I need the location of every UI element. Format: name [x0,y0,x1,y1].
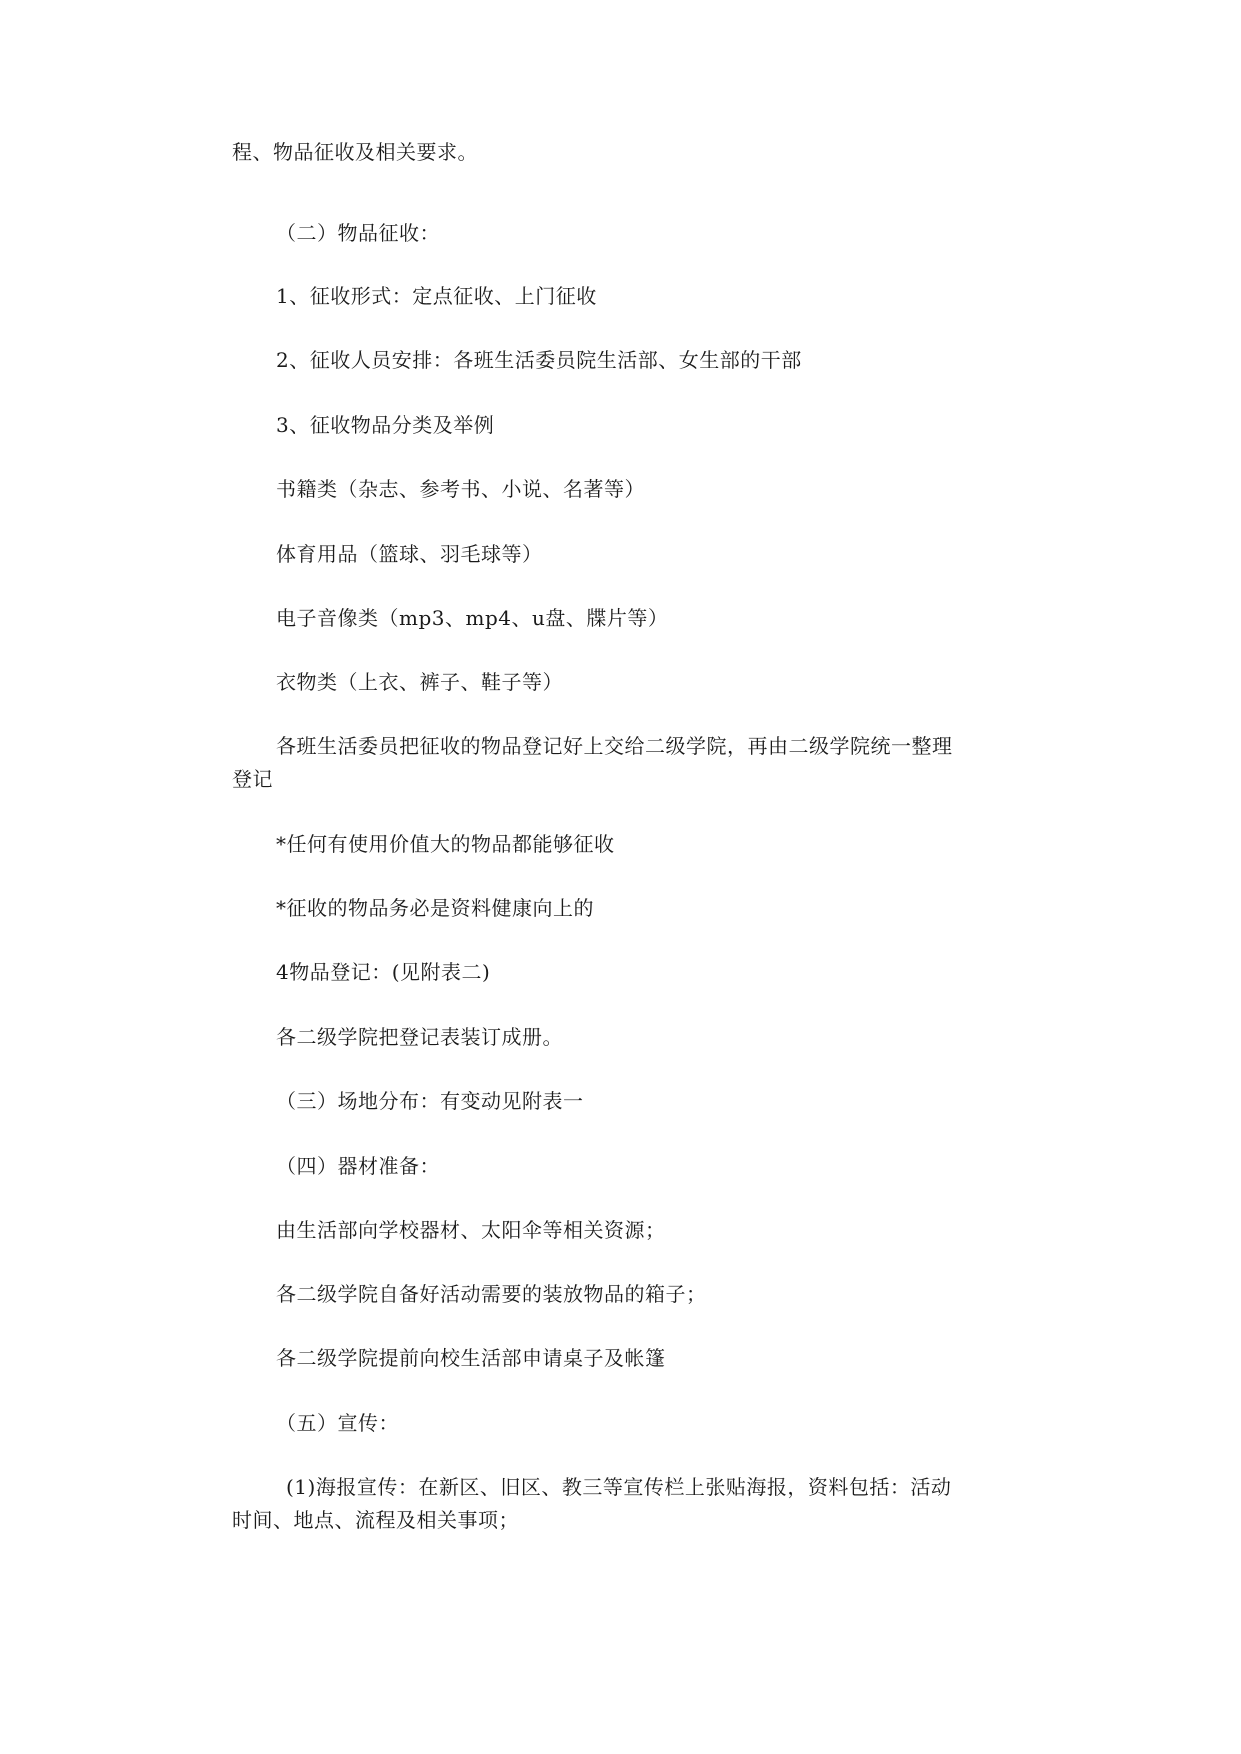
note-line: *任何有使用价值大的物品都能够征收 [276,832,615,856]
section-heading: （五）宣传： [276,1411,399,1435]
text-line: 3、征收物品分类及举例 [276,413,495,437]
section-heading: （四）器材准备： [276,1154,440,1178]
text-line: 时间、地点、流程及相关事项； [232,1508,519,1532]
text-line: 各二级学院提前向校生活部申请桌子及帐篷 [276,1346,666,1370]
list-item: 电子音像类（mp3、mp4、u盘、牒片等） [276,606,669,630]
list-item: 衣物类（上衣、裤子、鞋子等） [276,670,563,694]
text-line: (1)海报宣传：在新区、旧区、教三等宣传栏上张贴海报，资料包括：活动 [286,1475,952,1499]
text-line: 1、征收形式：定点征收、上门征收 [276,284,597,308]
section-heading: （二）物品征收： [276,221,440,245]
text-line: 各二级学院把登记表装订成册。 [276,1025,563,1049]
list-item: 书籍类（杂志、参考书、小说、名著等） [276,477,645,501]
text-line: 4物品登记：(见附表二) [276,960,491,984]
text-line: 各二级学院自备好活动需要的装放物品的箱子； [276,1282,707,1306]
text-line: 程、物品征收及相关要求。 [232,140,478,164]
text-line: 各班生活委员把征收的物品登记好上交给二级学院，再由二级学院统一整理 [276,734,953,758]
text-line: 登记 [232,767,273,791]
text-line: 2、征收人员安排：各班生活委员院生活部、女生部的干部 [276,348,802,372]
text-line: 由生活部向学校器材、太阳伞等相关资源； [276,1218,666,1242]
list-item: 体育用品（篮球、羽毛球等） [276,542,543,566]
section-heading: （三）场地分布：有变动见附表一 [276,1089,584,1113]
note-line: *征收的物品务必是资料健康向上的 [276,896,594,920]
